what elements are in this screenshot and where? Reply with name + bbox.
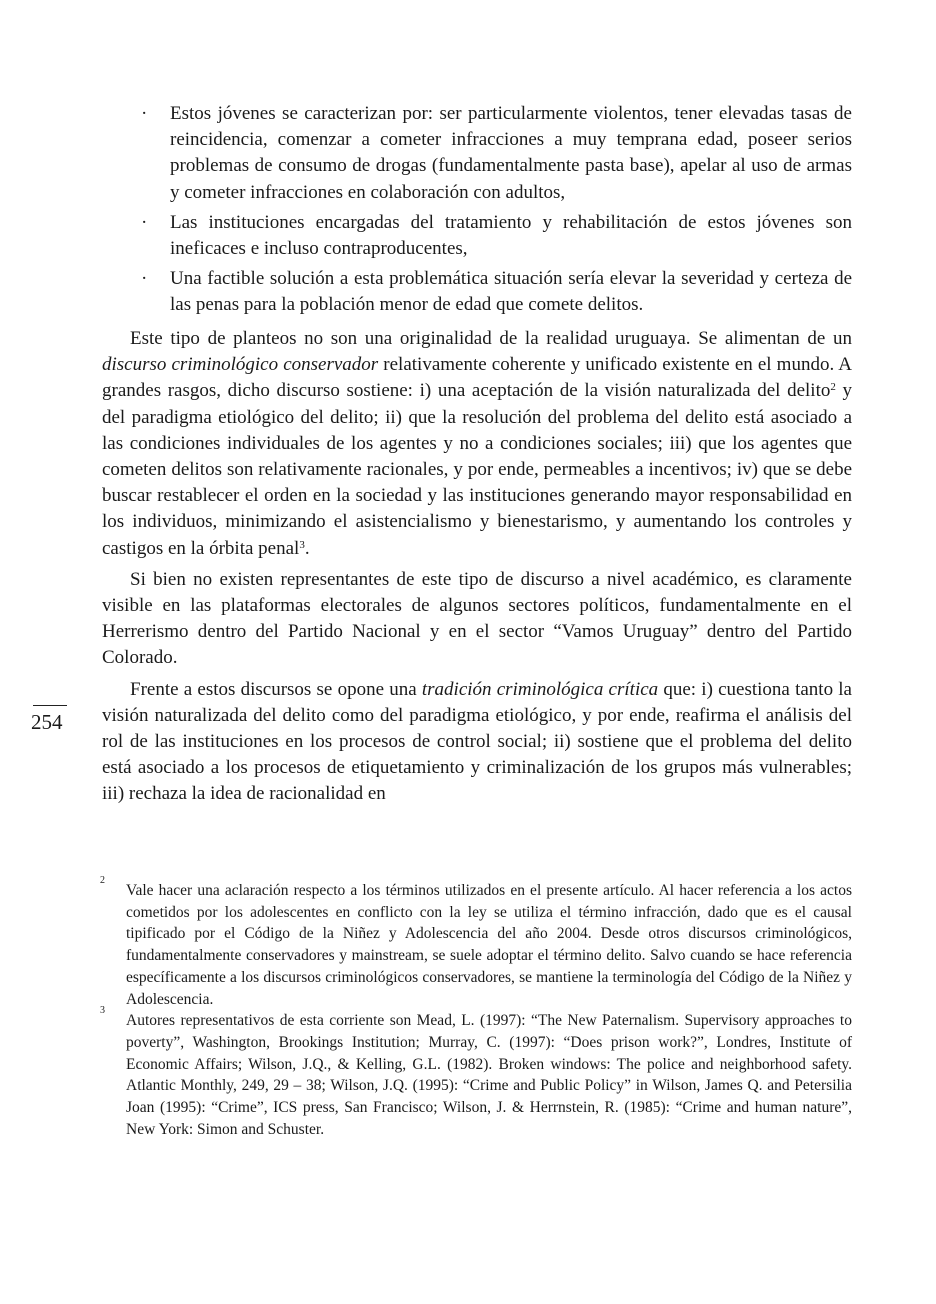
paragraph-critical-tradition [102, 677, 852, 808]
list-item-text: Las instituciones encargadas del tratamiento y rehabilitación de estos jóvenes son ineficaces e incluso contraproducentes, [170, 211, 852, 260]
footnote-reference[interactable]: 2 [830, 381, 836, 394]
body-text [102, 326, 852, 813]
list-item-text: Una factible solución a esta problemática situación sería elevar la severidad y certeza de las penas para la población menor de edad que comete delitos. [170, 268, 852, 316]
paragraph-conservative-discourse [102, 326, 852, 562]
bullet-marker: · [141, 268, 148, 290]
page-number: 254 [31, 710, 63, 734]
list-item-text: Estos jóvenes se caracterizan por: ser particularmente violentos, tener elevadas tasas de reincidencia, comenzar a cometer infracciones a muy temprana edad, poseer serios problemas de consumo de drogas (fundamentalmente pasta base), apelar al uso de armas y cometer infracciones en colaboración con adultos, [170, 103, 852, 203]
footnote-mark: 3 [100, 1005, 105, 1017]
paragraph-text: y del paradigma etiológico del delito; ii) que la resolución del problema del delito está asociado a las condiciones individuales de los agentes y no a condiciones sociales; iii) que los agentes que cometen delitos son relativamente racionales, y por ende, permeables a incentivos; iv) que se debe buscar restablecer el orden en la sociedad y las instituciones generando mayor responsabilidad en los individuos, minimizando el asistencialismo y bienestarismo, y aumentando los controles y castigos en la órbita penal [102, 380, 852, 559]
footnote [100, 875, 852, 1010]
footnote [100, 1005, 852, 1140]
footnote-text: Autores representativos de esta corriente son Mead, L. (1997): “The New Paternalism. Supervisory approaches to poverty”, Washington, Brookings Institution; Murray, C. (1997): “Does prison work?”, Londres, Institute of Economic Affairs; Wilson, J.Q., & Kelling, G.L. (1982). Broken windows: The police and neighborhood safety. Atlantic Monthly, 249, 29 – 38; Wilson, J.Q. (1995): “Crime and Public Policy” in Wilson, James Q. and Petersilia Joan (1995): “Crime”, ICS press, San Francisco; Wilson, J. & Herrnstein, R. (1985): “Crime and human nature”, New York: Simon and Schuster. [126, 1012, 852, 1138]
footnotes [100, 875, 852, 1140]
list-item [140, 266, 852, 318]
bullet-marker: · [141, 211, 148, 233]
footnote-reference[interactable]: 3 [299, 538, 305, 551]
bullet-marker: · [141, 103, 148, 124]
footnote-text: Vale hacer una aclaración respecto a los términos utilizados en el presente artículo. Al hacer referencia a los actos cometidos por los adolescentes en conflicto con la ley se utiliza el término infracción, dado que es el causal tipificado por el Código de la Niñez y Adolescencia del año 2004. Desde otros discursos criminológicos, fundamentalmente conservadores y mainstream, se suele adoptar el término delito. Salvo cuando se hace referencia específicamente a los discursos criminológicos conservadores, se mantiene la terminología del Código de la Niñez y Adolescencia. [126, 882, 852, 1008]
paragraph-political-platforms: Si bien no existen representantes de este tipo de discurso a nivel académico, es claramente visible en las plataformas electorales de algunos sectores políticos, fundamentalmente en el Herrerismo dentro del Partido Nacional y en el sector “Vamos Uruguay” dentro del Partido Colorado. [102, 568, 852, 669]
paragraph-text: Frente a estos discursos se opone una [130, 678, 422, 700]
list-item [140, 210, 852, 262]
emphasis-text: tradición criminológica crítica [421, 678, 659, 700]
bullet-list [140, 101, 852, 323]
emphasis-text: discurso criminológico conservador [102, 354, 379, 376]
paragraph-text: que: i) cuestiona tanto la visión naturalizada del delito como del paradigma etiológico, y por ende, reafirma el análisis del rol de las instituciones en los procesos de control social; ii) sostiene que el problema del delito está asociado a los procesos de etiquetamiento y criminalización de los grupos más vulnerables; iii) rechaza la idea de racionalidad en [102, 678, 852, 805]
paragraph-text: . [304, 537, 310, 559]
paragraph-text: relativamente coherente y unificado existente en el mundo. A grandes rasgos, dicho discurso sostiene: i) una aceptación de la visión naturalizada del delito [102, 354, 852, 402]
page-number-rule [33, 705, 67, 706]
footnote-mark: 2 [100, 875, 105, 886]
paragraph-text: Este tipo de planteos no son una originalidad de la realidad uruguaya. Se alimentan de un [130, 328, 852, 349]
list-item [140, 101, 852, 206]
